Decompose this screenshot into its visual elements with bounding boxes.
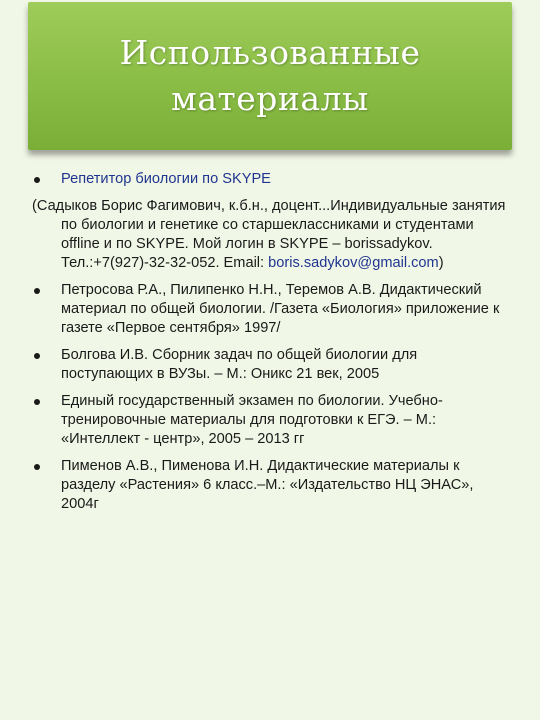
list-item (32, 457, 512, 514)
list-item (32, 392, 512, 449)
bullet-icon (34, 353, 40, 359)
bullet-icon (34, 177, 40, 183)
slide-title: Использованные материалы (119, 33, 421, 118)
reference-text: Петросова Р.А., Пилипенко Н.Н., Теремов А.В. Дидактический материал по общей биологии. /Газета «Биология» приложение к газете «Первое сентября» 1997/ (61, 282, 500, 336)
list-item (32, 281, 512, 338)
bullet-icon (34, 399, 40, 405)
tutor-details-text: (Садыков Борис Фагимович, к.б.н., доцент...Индивидуальные занятия по биологии и генетике со старшеклассниками и студентами offline и по SKYPE. Мой логин в SKYPE – borissadykov. Тел.:+7(927)-32-32-052. Email: (32, 198, 506, 271)
title-banner (28, 2, 512, 150)
references-list (32, 170, 512, 522)
bullet-icon (34, 288, 40, 294)
email-link[interactable]: boris.sadykov@gmail.com (268, 255, 439, 271)
reference-text: Единый государственный экзамен по биологии. Учебно-тренировочные материалы для подготовки к ЕГЭ. – М.: «Интеллект - центр», 2005 – 2013 гг (61, 393, 443, 447)
bullet-icon (34, 464, 40, 470)
list-item (32, 346, 512, 384)
closing-paren: ) (438, 255, 444, 271)
tutor-link[interactable]: Репетитор биологии по SKYPE (61, 171, 271, 187)
reference-text: Пименов А.В., Пименова И.Н. Дидактические материалы к разделу «Растения» 6 класс.–М.: «Издательство НЦ ЭНАС», 2004г (61, 458, 474, 512)
reference-text: Болгова И.В. Сборник задач по общей биологии для поступающих в ВУЗы. – М.: Оникс 21 век, 2005 (61, 347, 418, 382)
list-item (32, 170, 512, 189)
tutor-details (32, 197, 512, 273)
